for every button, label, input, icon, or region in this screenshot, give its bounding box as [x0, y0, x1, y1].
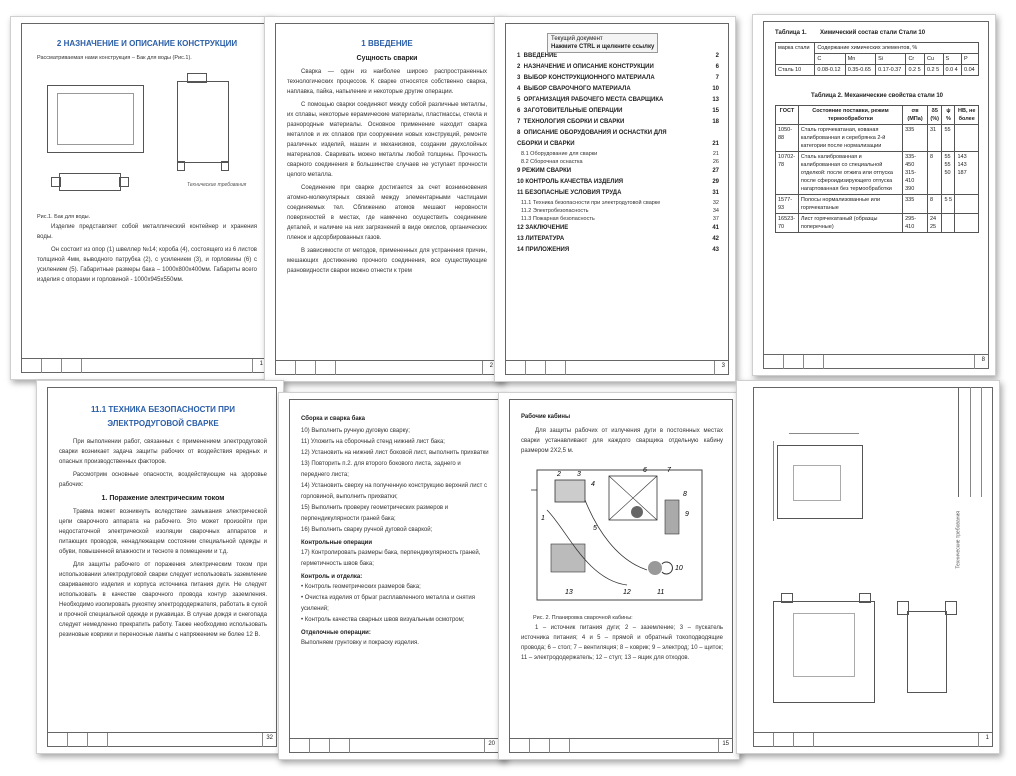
list-item: 16) Выполнить сварку ручной дуговой сваркой; — [301, 527, 433, 533]
table-header: δ5 (%) — [927, 106, 942, 125]
list-item: • Контроль геометрических размеров бака; — [301, 584, 421, 590]
page-number: 3 — [721, 363, 725, 369]
toc-entry[interactable]: 5 ОРГАНИЗАЦИЯ РАБОЧЕГО МЕСТА СВАРЩИКА 13 — [517, 97, 719, 103]
table-header: Cr — [906, 54, 925, 65]
title-block — [47, 732, 277, 747]
subheading: Контроль и отделка: — [301, 574, 363, 580]
doc-page-safety — [36, 380, 284, 754]
list-item: • Контроль качества сварных швов визуальным осмотром; — [301, 617, 465, 623]
toc-subentry[interactable]: 11.2 Электробезопасность 34 — [521, 208, 719, 214]
cabin-layout-diagram — [527, 460, 717, 610]
table-header: σв (МПа) — [903, 106, 928, 125]
subheading: Контрольные операции — [301, 540, 373, 546]
page-number: 1 — [985, 735, 989, 741]
doc-page-welding-cabin — [498, 392, 740, 760]
paragraph: Он состоит из опор (1) швеллер №14; короба (4), состоящего из 6 листов толщиной 4мм, выводного патрубка (2), с усилением (3), и горловины (6) с усилением (5). Габаритные размеры бака – 1000х800х400мм. Габариты всего изделия с опорами и горловиной - 1000х945х550мм. — [37, 247, 257, 283]
toc-entry[interactable]: 1 ВВЕДЕНИЕ 2 — [517, 53, 719, 59]
toc-entry[interactable]: 9 РЕЖИМ СВАРКИ 27 — [517, 168, 719, 174]
title-block — [763, 354, 989, 369]
paragraph: В зависимости от методов, примененных для устранения причин, мешающих достижению прочного соединения, все существующие разновидности сварки можно отнести к трем — [287, 248, 487, 274]
diagram-label: 12 — [623, 589, 631, 596]
table-header: ГОСТ — [776, 106, 799, 125]
toc-entry[interactable]: 7 ТЕХНОЛОГИЯ СБОРКИ И СВАРКИ 18 — [517, 119, 719, 125]
table-header: Cu — [924, 54, 943, 65]
diagram-label: 11 — [657, 589, 665, 596]
table-header: C — [815, 54, 845, 65]
toc-entry[interactable]: 10 КОНТРОЛЬ КАЧЕСТВА ИЗДЕЛИЯ 29 — [517, 179, 719, 185]
section-heading: 2 НАЗНАЧЕНИЕ И ОПИСАНИЕ КОНСТРУКЦИИ — [56, 39, 238, 48]
chem-composition-table — [775, 42, 979, 76]
diagram-label: 2 — [557, 471, 561, 478]
table-row: 1577-93 Полосы нормализованные или горячекатаные 335 8 5 5 — [776, 195, 979, 214]
table-header: P — [962, 54, 979, 65]
tooltip-line: Нажмите CTRL и щелкните ссылку — [551, 44, 655, 50]
toc-subentry[interactable]: 8.2 Сборочная оснастка 26 — [521, 159, 719, 165]
diagram-label: 7 — [667, 467, 671, 474]
diagram-label: 3 — [577, 471, 581, 478]
subheading: Сущность сварки — [356, 55, 418, 62]
list-item: • Очистка изделия от брызг расплавленного металла и снятия усилений; — [301, 595, 475, 612]
paragraph: Рассмотрим основные опасности, воздействующие на здоровье рабочих: — [59, 472, 267, 488]
table-row: 1050-88 Сталь горячекатаная, кованая калиброванная и серебрянка 2-й категории после нормализации 335 31 55 — [776, 125, 979, 152]
list-item: Выполняем грунтовку и покраску изделия. — [301, 640, 419, 646]
title-block — [289, 738, 499, 753]
toc-entry[interactable]: 14 ПРИЛОЖЕНИЯ 43 — [517, 247, 719, 253]
table-header: Si — [876, 54, 906, 65]
diagram-label: 9 — [685, 511, 689, 518]
table-header: Состояние поставки, режим термообработки — [798, 106, 902, 125]
list-item: 11) Уложить на сборочный стенд нижний лист бака; — [301, 439, 445, 445]
doc-page-assembly — [278, 392, 506, 760]
toc-entry[interactable]: 4 ВЫБОР СВАРОЧНОГО МАТЕРИАЛА 10 — [517, 86, 719, 92]
subheading: Сборка и сварка бака — [301, 416, 365, 422]
table-row: 10702-78 Сталь калиброванная и калиброванная со специальной отделкой: после отжига или отпуска после сфероидизирующего отпуска нагартованная без термообработки 335-450 315-410 390 8 55 55 50 143 143 187 — [776, 152, 979, 195]
toc-entry[interactable]: 2 НАЗНАЧЕНИЕ И ОПИСАНИЕ КОНСТРУКЦИИ 6 — [517, 64, 719, 70]
figure-caption: Рис.1. Бак для воды. — [37, 214, 91, 220]
toc-entry[interactable]: 8 ОПИСАНИЕ ОБОРУДОВАНИЯ И ОСНАСТКИ ДЛЯ СБОРКИ И СВАРКИ 21 — [517, 130, 719, 147]
toc-entry[interactable]: 6 ЗАГОТОВИТЕЛЬНЫЕ ОПЕРАЦИИ 15 — [517, 108, 719, 114]
title-block — [275, 360, 497, 375]
section-heading: 11.1 ТЕХНИКА БЕЗОПАСНОСТИ ПРИ ЭЛЕКТРОДУГОВОЙ СВАРКЕ — [91, 405, 235, 428]
tank-drawing — [37, 63, 257, 213]
figure-legend: 1 – источник питания дуги; 2 – заземление; 3 – пускатель источника питания; 4 и 5 – прямой и обратный токоподводящие провода; 6 – стол; 7 – вентиляция; 8 – коврик; 9 – электрод; 10 – щиток; 11 – электрододержатель; 12 – стул; 13 – ящик для отходов. — [521, 625, 723, 661]
drawing-side-stamp — [958, 387, 993, 497]
paragraph: С помощью сварки соединяют между собой различные металлы, их сплавы, некоторые керамические материалы, пластмассы, стекла и разнородные материалы. Основное применение находит сварка металлов и их сплавов при сооружении новых конструкций, ремонте различных изделий, машин и механизмов, создании двухслойных материалов. Сваривать можно металлы любой толщины. Прочность сварного соединения в большинстве случаев не уступает прочности целого металла. — [287, 102, 487, 178]
diagram-label: 5 — [593, 525, 597, 532]
figure-caption: Рис. 2. Планировка сварочной кабины: — [533, 615, 633, 621]
list-item: 13) Повторить п.2. для второго бокового листа, заднего и переднего листа; — [301, 461, 461, 478]
table-header: Mn — [845, 54, 875, 65]
paragraph: Для защиты рабочих от излучения дуги в постоянных местах сварки устанавливают для каждого сварщика отдельную кабину размером 2Х2,5 м. — [521, 428, 723, 454]
diagram-label: 8 — [683, 491, 687, 498]
table-header: НВ, не более — [955, 106, 979, 125]
page-number: 8 — [981, 357, 985, 363]
paragraph: Изделие представляет собой металлический контейнер и хранения воды. — [37, 224, 257, 240]
subheading: 1. Поражение электрическим током — [101, 495, 225, 502]
hyperlink-tooltip — [547, 33, 658, 53]
section-heading: 1 ВВЕДЕНИЕ — [361, 39, 413, 48]
toc-subentry[interactable]: 11.1 Техника безопасности при электродуговой сварке 32 — [521, 200, 719, 206]
mech-properties-table — [775, 105, 979, 233]
toc-list — [517, 51, 719, 256]
title-block — [21, 358, 267, 373]
drawing-note: Технические требования — [956, 511, 962, 569]
doc-page-drawing — [736, 380, 1000, 754]
drawing-note: Технические требования — [187, 182, 247, 188]
page-number: 20 — [488, 741, 495, 747]
page-number: 15 — [722, 741, 729, 747]
paragraph: Травма может возникнуть вследствие замыкания электрической цепи сварочного аппарата на рабочего. Это может произойти при недостаточной электрической изоляции сварочных аппаратов и питающих проводов, ненадлежащем состоянии специальной одежды и обуви, повышенной влажности и тесноте в помещении и т.д. — [59, 509, 267, 555]
table-row: Сталь 10 0.08-0.12 0.35-0.65 0.17-0.37 0.2 5 0.2 5 0.0 4 0.04 — [776, 65, 979, 76]
title-block — [509, 738, 733, 753]
doc-page-toc — [494, 16, 736, 382]
doc-page-steel-tables — [752, 14, 996, 376]
diagram-label: 6 — [643, 467, 647, 474]
diagram-label: 4 — [591, 481, 595, 488]
intro-text: Рассматриваемая нами конструкция – Бак для воды (Рис.1). — [37, 55, 192, 61]
paragraph: Для защиты рабочего от поражения электрическим током при использовании электродуговой сварки следует использовать заземление свариваемого изделия и корпуса источника питания дуги. Не следует использовать в качестве сварочного провода контур заземления. Необходимо изолировать рукоятку электрододержателя, работать в сухой и прочной специальной одежде и рукавицах. В случае дождя и снегопада следует немедленно прекратить работу. Также необходимо использовать резиновые коврики и переносные лампы с напряжением не более 12 В. — [59, 562, 267, 638]
toc-entry[interactable]: 12 ЗАКЛЮЧЕНИЕ 41 — [517, 225, 719, 231]
list-item: 15) Выполнить проверку геометрических размеров и перпендикулярности граней бака; — [301, 505, 449, 522]
page-number: 1 — [259, 361, 263, 367]
subheading: Отделочные операции: — [301, 630, 371, 636]
subheading: Рабочие кабины — [521, 414, 571, 420]
paragraph: При выполнении работ, связанных с применением электродуговой сварки возникает задача защиты рабочих от воздействия вредных и опасных производственных факторов. — [59, 439, 267, 465]
table-header: S — [943, 54, 962, 65]
tank-top-view — [907, 611, 947, 693]
toc-entry[interactable]: 13 ЛИТЕРАТУРА 42 — [517, 236, 719, 242]
table-header: ψ % — [942, 106, 955, 125]
table-header: Содержание химических элементов, % — [815, 43, 979, 54]
table-title: Химический состав стали Стали 10 — [820, 30, 926, 36]
table-header: марка стали — [776, 43, 815, 65]
list-item: 17) Контролировать размеры бака, перпендикулярность граней, герметичность швов бака; — [301, 550, 481, 567]
diagram-label: 13 — [565, 589, 573, 596]
page-number: 2 — [489, 363, 493, 369]
table-title: Таблица 2. Механические свойства стали 10 — [810, 93, 943, 99]
diagram-label: 10 — [675, 565, 683, 572]
toc-subentry[interactable]: 11.3 Пожарная безопасность 37 — [521, 216, 719, 222]
doc-page-construction — [10, 16, 274, 380]
list-item: 12) Установить на нижний лист боковой лист, выполнить прихватки — [301, 450, 489, 456]
table-row: 16523-70 Лист горячекатаный (образцы поперечные) 295-410 24 25 — [776, 214, 979, 233]
doc-page-introduction — [264, 16, 504, 382]
table-label: Таблица 1. — [775, 30, 807, 36]
toc-entry[interactable]: 3 ВЫБОР КОНСТРУКЦИОННОГО МАТЕРИАЛА 7 — [517, 75, 719, 81]
diagram-label: 1 — [541, 515, 545, 522]
title-block — [753, 732, 993, 747]
toc-subentry[interactable]: 8.1 Оборудование для сварки 21 — [521, 151, 719, 157]
tooltip-line: Текущий документ — [551, 36, 603, 42]
list-item: 10) Выполнить ручную дуговую сварку; — [301, 428, 410, 434]
paragraph: Соединение при сварке достигается за счет возникновения атомно-молекулярных связей между элементарными частицами соединяемых тел. Сближению атомов мешают неровности поверхностей в местах, где намечено осуществить соединение деталей, и наличие на них загрязнений в виде окислов, органических пленок и адсорбированных газов. — [287, 185, 487, 241]
title-block — [505, 360, 729, 375]
page-number: 32 — [266, 735, 273, 741]
toc-entry[interactable]: 11 БЕЗОПАСНЫЕ УСЛОВИЯ ТРУДА 31 — [517, 190, 719, 196]
paragraph: Сварка — один из наиболее широко распространенных технологических процессов. К сварке относятся собственно сварка, наплавка, пайка, напыление и некоторые другие операции. — [287, 69, 487, 95]
list-item: 14) Установить сверху на полученную конструкцию верхний лист с горловиной, выполнить прихватки; — [301, 483, 488, 500]
